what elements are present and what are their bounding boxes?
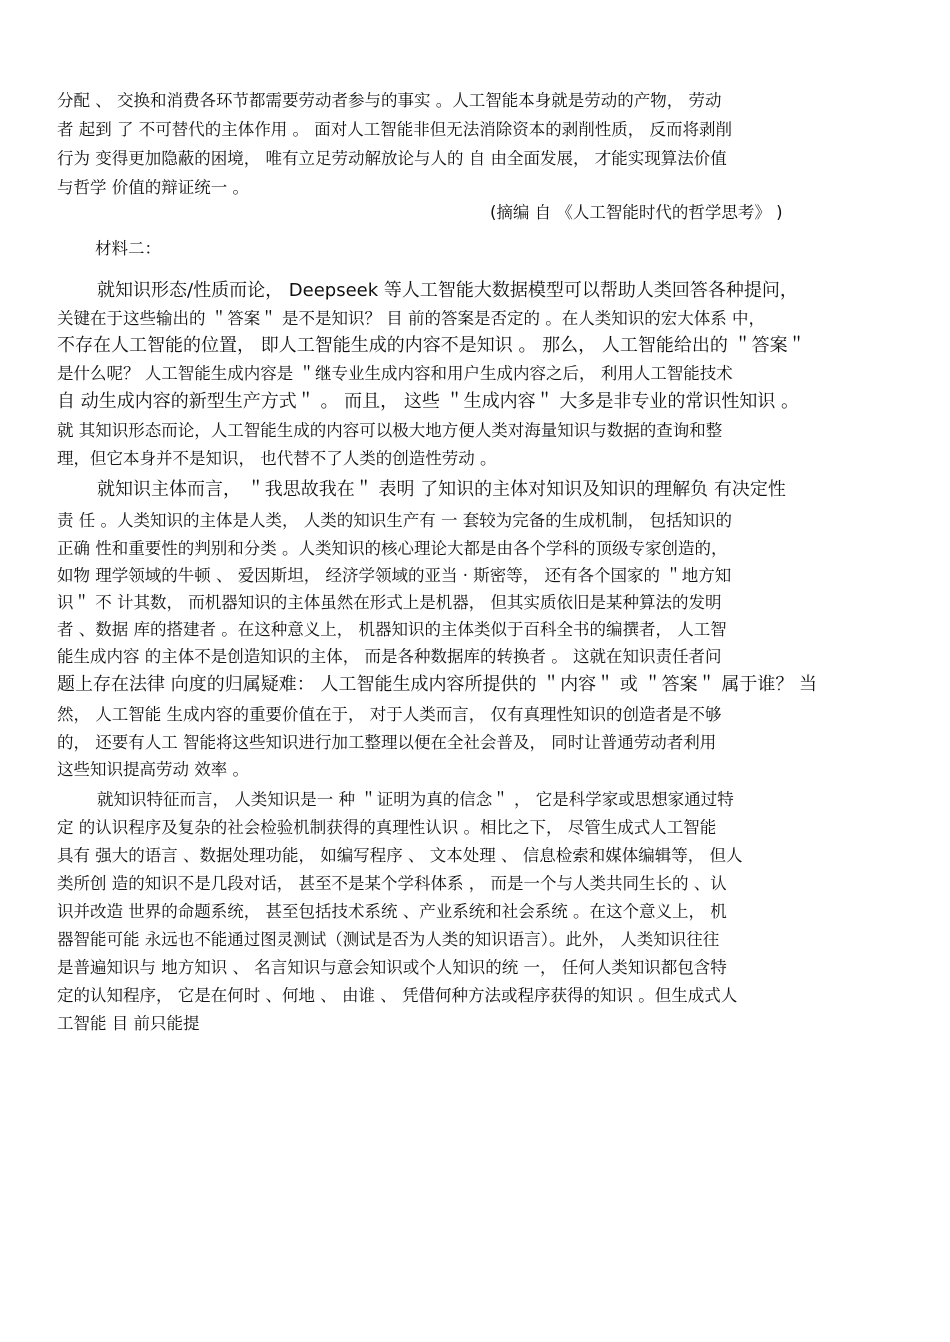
- text-line: 者 、数据 库的搭建者 。在这种意义上， 机器知识的主体类似于百科全书的编撰者， 人工智: [57, 620, 727, 639]
- text-line: 是什么呢？ 人工智能生成内容是 ＂继专业生成内容和用户生成内容之后， 利用人工智能技术: [57, 364, 733, 383]
- text-line: 行为 变得更加隐蔽的困境， 唯有立足劳动解放论与人的 自 由全面发展， 才能实现算法价值: [57, 149, 727, 168]
- text-line: 识＂ 不 计其数， 而机器知识的主体虽然在形式上是机器， 但其实质依旧是某种算法的发明: [57, 593, 722, 612]
- text-line: 定 的认识程序及复杂的社会检验机制获得的真理性认识 。相比之下， 尽管生成式人工智能: [57, 818, 717, 837]
- source-citation: (摘编 自 《人工智能时代的哲学思考》 ): [490, 203, 783, 222]
- text-line: 就知识特征而言， 人类知识是一 种 ＂证明为真的信念＂ ， 它是科学家或思想家通过特: [97, 790, 734, 809]
- text-line: 工智能 目 前只能提: [57, 1014, 200, 1033]
- section-heading: 材料二：: [95, 239, 161, 258]
- text-line: 就知识形态/性质而论， Deepseek 等人工智能大数据模型可以帮助人类回答各种提问，: [97, 280, 798, 301]
- text-line: 然， 人工智能 生成内容的重要价值在于， 对于人类而言， 仅有真理性知识的创造者是不够: [57, 705, 722, 724]
- text-line: 具有 强大的语言 、数据处理功能， 如编写程序 、 文本处理 、 信息检索和媒体编辑等， 但人: [57, 846, 743, 865]
- text-line: 识并改造 世界的命题系统， 甚至包括技术系统 、产业系统和社会系统 。在这个意义上， 机: [57, 902, 727, 921]
- text-line: 题上存在法律 向度的归属疑难： 人工智能生成内容所提供的 ＂内容＂ 或 ＂答案＂ 属于谁？ 当: [57, 674, 818, 695]
- text-line: 是普遍知识与 地方知识 、 名言知识与意会知识或个人知识的统 一， 任何人类知识都包含特: [57, 958, 727, 977]
- text-line: 如物 理学领域的牛顿 、 爱因斯坦， 经济学领域的亚当 · 斯密等， 还有各个国家的 ＂地方知: [57, 566, 732, 585]
- text-line: 类所创 造的知识不是几段对话， 甚至不是某个学科体系 ， 而是一个与人类共同生长的 、认: [57, 874, 727, 893]
- text-line: 器智能可能 永远也不能通过图灵测试（测试是否为人类的知识语言）。此外， 人类知识往往: [57, 930, 720, 949]
- text-line: 能生成内容 的主体不是创造知识的主体， 而是各种数据库的转换者 。 这就在知识责任者问: [57, 647, 722, 666]
- text-line: 责 任 。人类知识的主体是人类， 人类的知识生产有 一 套较为完备的生成机制， 包括知识的: [57, 511, 732, 530]
- text-line: 者 起到 了 不可替代的主体作用 。 面对人工智能非但无法消除资本的剥削性质， 反而将剥削: [57, 120, 732, 139]
- text-line: 关键在于这些输出的 ＂答案＂ 是不是知识？ 目 前的答案是否定的 。在人类知识的宏大体系 中，: [57, 309, 765, 328]
- text-line: 理，但它本身并不是知识， 也代替不了人类的创造性劳动 。: [57, 449, 497, 468]
- text-line: 不存在人工智能的位置， 即人工智能生成的内容不是知识 。 那么， 人工智能给出的 ＂答案＂: [57, 335, 806, 356]
- text-line: 就 其知识形态而论，人工智能生成的内容可以极大地方便人类对海量知识与数据的查询和整: [57, 421, 723, 440]
- text-line: 定的认知程序， 它是在何时 、何地 、 由谁 、 凭借何种方法或程序获得的知识 。但生成式人: [57, 986, 738, 1005]
- text-line: 这些知识提高劳动 效率 。: [57, 760, 249, 779]
- text-line: 自 动生成内容的新型生产方式＂ 。 而且， 这些 ＂生成内容＂ 大多是非专业的常识性知识 。: [57, 391, 800, 412]
- text-line: 分配 、 交换和消费各环节都需要劳动者参与的事实 。人工智能本身就是劳动的产物， 劳动: [57, 91, 722, 110]
- text-line: 正确 性和重要性的判别和分类 。人类知识的核心理论大都是由各个学科的顶级专家创造的，: [57, 539, 728, 558]
- text-line: 的， 还要有人工 智能将这些知识进行加工整理以便在全社会普及， 同时让普通劳动者利用: [57, 733, 717, 752]
- text-line: 就知识主体而言， ＂我思故我在＂ 表明 了知识的主体对知识及知识的理解负 有决定性: [97, 479, 786, 500]
- text-line: 与哲学 价值的辩证统一 。: [57, 178, 249, 197]
